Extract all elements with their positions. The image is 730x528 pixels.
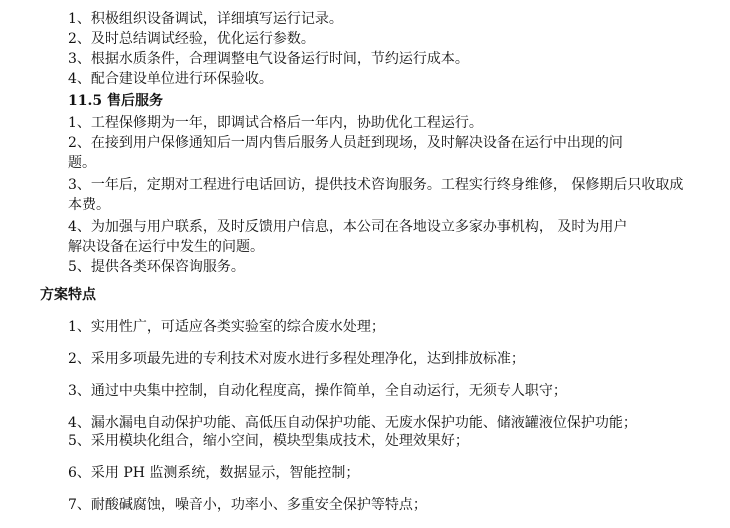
after-sales-line-5: 5、提供各类环保咨询服务。	[68, 259, 245, 275]
intro-item-2: 2、及时总结调试经验，优化运行参数。	[68, 31, 315, 47]
intro-item-1: 1、积极组织设备调试，详细填写运行记录。	[68, 11, 343, 27]
feature-item-4: 4、漏水漏电自动保护功能、高低压自动保护功能、无废水保护功能、储液罐液位保护功能；	[68, 415, 637, 431]
feature-item-1: 1、实用性广，可适应各类实验室的综合废水处理；	[68, 319, 385, 335]
after-sales-line-2: 2、在接到用户保修通知后一周内售后服务人员赶到现场，及时解决设备在运行中出现的问	[68, 135, 623, 151]
feature-item-5: 5、采用模块化组合，缩小空间，模块型集成技术，处理效果好；	[68, 433, 469, 449]
feature-item-7: 7、耐酸碱腐蚀，噪音小，功率小、多重安全保护等特点；	[68, 497, 427, 513]
intro-item-4: 4、配合建设单位进行环保验收。	[68, 71, 273, 87]
after-sales-line-3: 3、一年后，定期对工程进行电话回访，提供技术咨询服务。工程实行终身维修， 保修期后只收取成	[68, 177, 684, 193]
feature-item-3: 3、通过中央集中控制，自动化程度高，操作简单，全自动运行，无须专人职守；	[68, 383, 567, 399]
after-sales-line-3-cont: 本费。	[68, 197, 110, 213]
after-sales-line-4-cont: 解决设备在运行中发生的问题。	[68, 239, 264, 255]
features-title: 方案特点	[40, 287, 96, 303]
intro-item-3: 3、根据水质条件，合理调整电气设备运行时间，节约运行成本。	[68, 51, 469, 67]
feature-item-2: 2、采用多项最先进的专利技术对废水进行多程处理净化，达到排放标准；	[68, 351, 525, 367]
feature-item-6: 6、采用 PH 监测系统，数据显示，智能控制；	[68, 465, 360, 481]
after-sales-line-1: 1、工程保修期为一年，即调试合格后一年内，协助优化工程运行。	[68, 115, 483, 131]
after-sales-line-2-cont: 题。	[68, 155, 96, 171]
after-sales-line-4: 4、为加强与用户联系，及时反馈用户信息，本公司在各地设立多家办事机构， 及时为用户	[68, 219, 628, 235]
after-sales-heading: 11.5 售后服务	[68, 93, 163, 109]
